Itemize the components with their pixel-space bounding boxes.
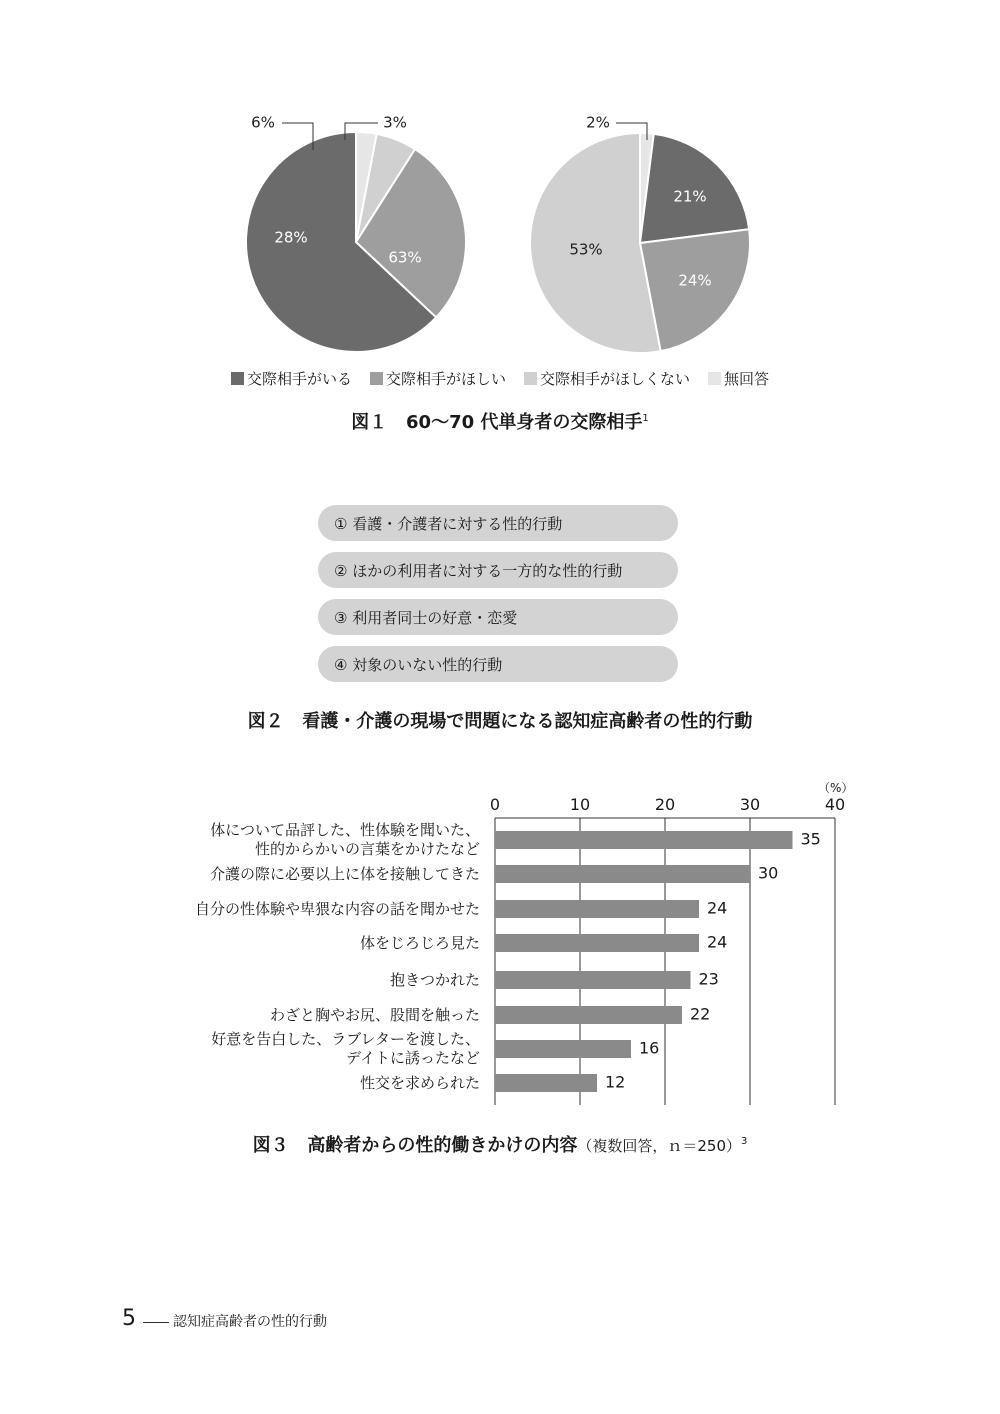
bar-value-label: 24	[707, 898, 728, 918]
legend-item-no-answer	[708, 368, 769, 389]
pie-slice-label: 3%	[383, 113, 407, 132]
x-tick-label: 20	[654, 795, 676, 814]
pie-slice-label: 53%	[569, 240, 603, 259]
bar	[495, 971, 691, 989]
caption-title: 60〜70 代単身者の交際相手	[406, 412, 643, 433]
bar	[495, 1040, 631, 1058]
legend-swatch	[524, 372, 537, 385]
pie-slice-label: 2%	[586, 113, 610, 132]
bar-category-label: 好意を告白した、ラブレターを渡した、 デイトに誘ったなど	[211, 1030, 480, 1067]
figure1-pie-charts	[0, 0, 1000, 360]
bar-category-label: 抱きつかれた	[389, 970, 480, 989]
running-title-text: 認知症高齢者の性的行動	[173, 1314, 327, 1330]
legend-swatch	[231, 372, 244, 385]
bar-category-label: 性交を求められた	[359, 1073, 480, 1092]
bar-value-label: 30	[758, 863, 779, 883]
legend-item-no-partner-wanted	[524, 368, 690, 389]
bar	[495, 1006, 682, 1024]
running-title	[143, 1311, 327, 1331]
legend-label: 無回答	[724, 370, 770, 388]
figure3-unit-label: （%）	[818, 781, 854, 795]
bar-category-label: 介護の際に必要以上に体を接触してきた	[209, 864, 480, 883]
page-number: 5	[122, 1306, 136, 1331]
bar	[495, 865, 750, 883]
pie-chart-2	[530, 114, 750, 354]
figure2-item: ③ 利用者同士の好意・恋愛	[318, 599, 678, 635]
x-tick-label: 0	[489, 795, 501, 814]
caption-title: 高齢者からの性的働きかけの内容	[307, 1135, 578, 1156]
legend-item-wants-partner	[370, 368, 506, 389]
bar	[495, 900, 699, 918]
caption-reference: 3	[741, 1136, 748, 1147]
pie-slice-label: 63%	[388, 248, 422, 267]
caption-prefix: 図２	[247, 711, 284, 732]
pie-chart-1	[246, 114, 466, 353]
legend-label: 交際相手がいる	[246, 370, 352, 388]
pie-slice-label: 28%	[274, 228, 308, 247]
legend-item-has-partner	[231, 368, 352, 389]
bar-value-label: 22	[690, 1004, 711, 1024]
figure1-legend	[0, 368, 1000, 389]
footer-dash	[143, 1322, 169, 1323]
bar-category-label: わざと胸やお尻、股間を触った	[269, 1005, 480, 1024]
bar	[495, 934, 699, 952]
figure3-caption	[0, 1131, 1000, 1157]
figure2-item: ④ 対象のいない性的行動	[318, 646, 678, 682]
figure2-caption	[0, 707, 1000, 733]
x-tick-label: 40	[824, 795, 846, 814]
legend-label: 交際相手がほしくない	[540, 370, 691, 388]
pie-slice-label: 24%	[678, 271, 712, 290]
bar-category-label: 自分の性体験や卑猥な内容の話を聞かせた	[194, 899, 480, 918]
bar-category-label: 体をじろじろ見た	[359, 933, 480, 952]
caption-title: 看護・介護の現場で問題になる認知症高齢者の性的行動	[302, 711, 753, 732]
bar-value-label: 24	[707, 932, 728, 952]
pie-slice-label: 6%	[251, 113, 275, 132]
bar-category-label: 体について品評した、性体験を聞いた、 性的からかいの言葉をかけたなど	[210, 821, 480, 858]
x-tick-label: 10	[569, 795, 591, 814]
bar-value-label: 23	[698, 969, 719, 989]
bar-value-label: 35	[800, 829, 821, 849]
figure2-item: ② ほかの利用者に対する一方的な性的行動	[318, 552, 678, 588]
figure1-caption	[0, 408, 1000, 434]
bar	[495, 1074, 597, 1092]
legend-swatch	[708, 372, 721, 385]
bar	[495, 831, 793, 849]
legend-label: 交際相手がほしい	[385, 370, 506, 388]
caption-reference: 1	[642, 413, 649, 424]
bar-value-label: 16	[639, 1038, 660, 1058]
figure2-item: ① 看護・介護者に対する性的行動	[318, 505, 678, 541]
pie-slice-label: 21%	[673, 187, 707, 206]
caption-prefix: 図１	[351, 412, 388, 433]
caption-subtitle: （複数回答，ｎ＝250）	[577, 1137, 742, 1155]
caption-prefix: 図３	[252, 1135, 289, 1156]
x-tick-label: 30	[739, 795, 761, 814]
legend-swatch	[370, 372, 383, 385]
bar-value-label: 12	[605, 1072, 626, 1092]
